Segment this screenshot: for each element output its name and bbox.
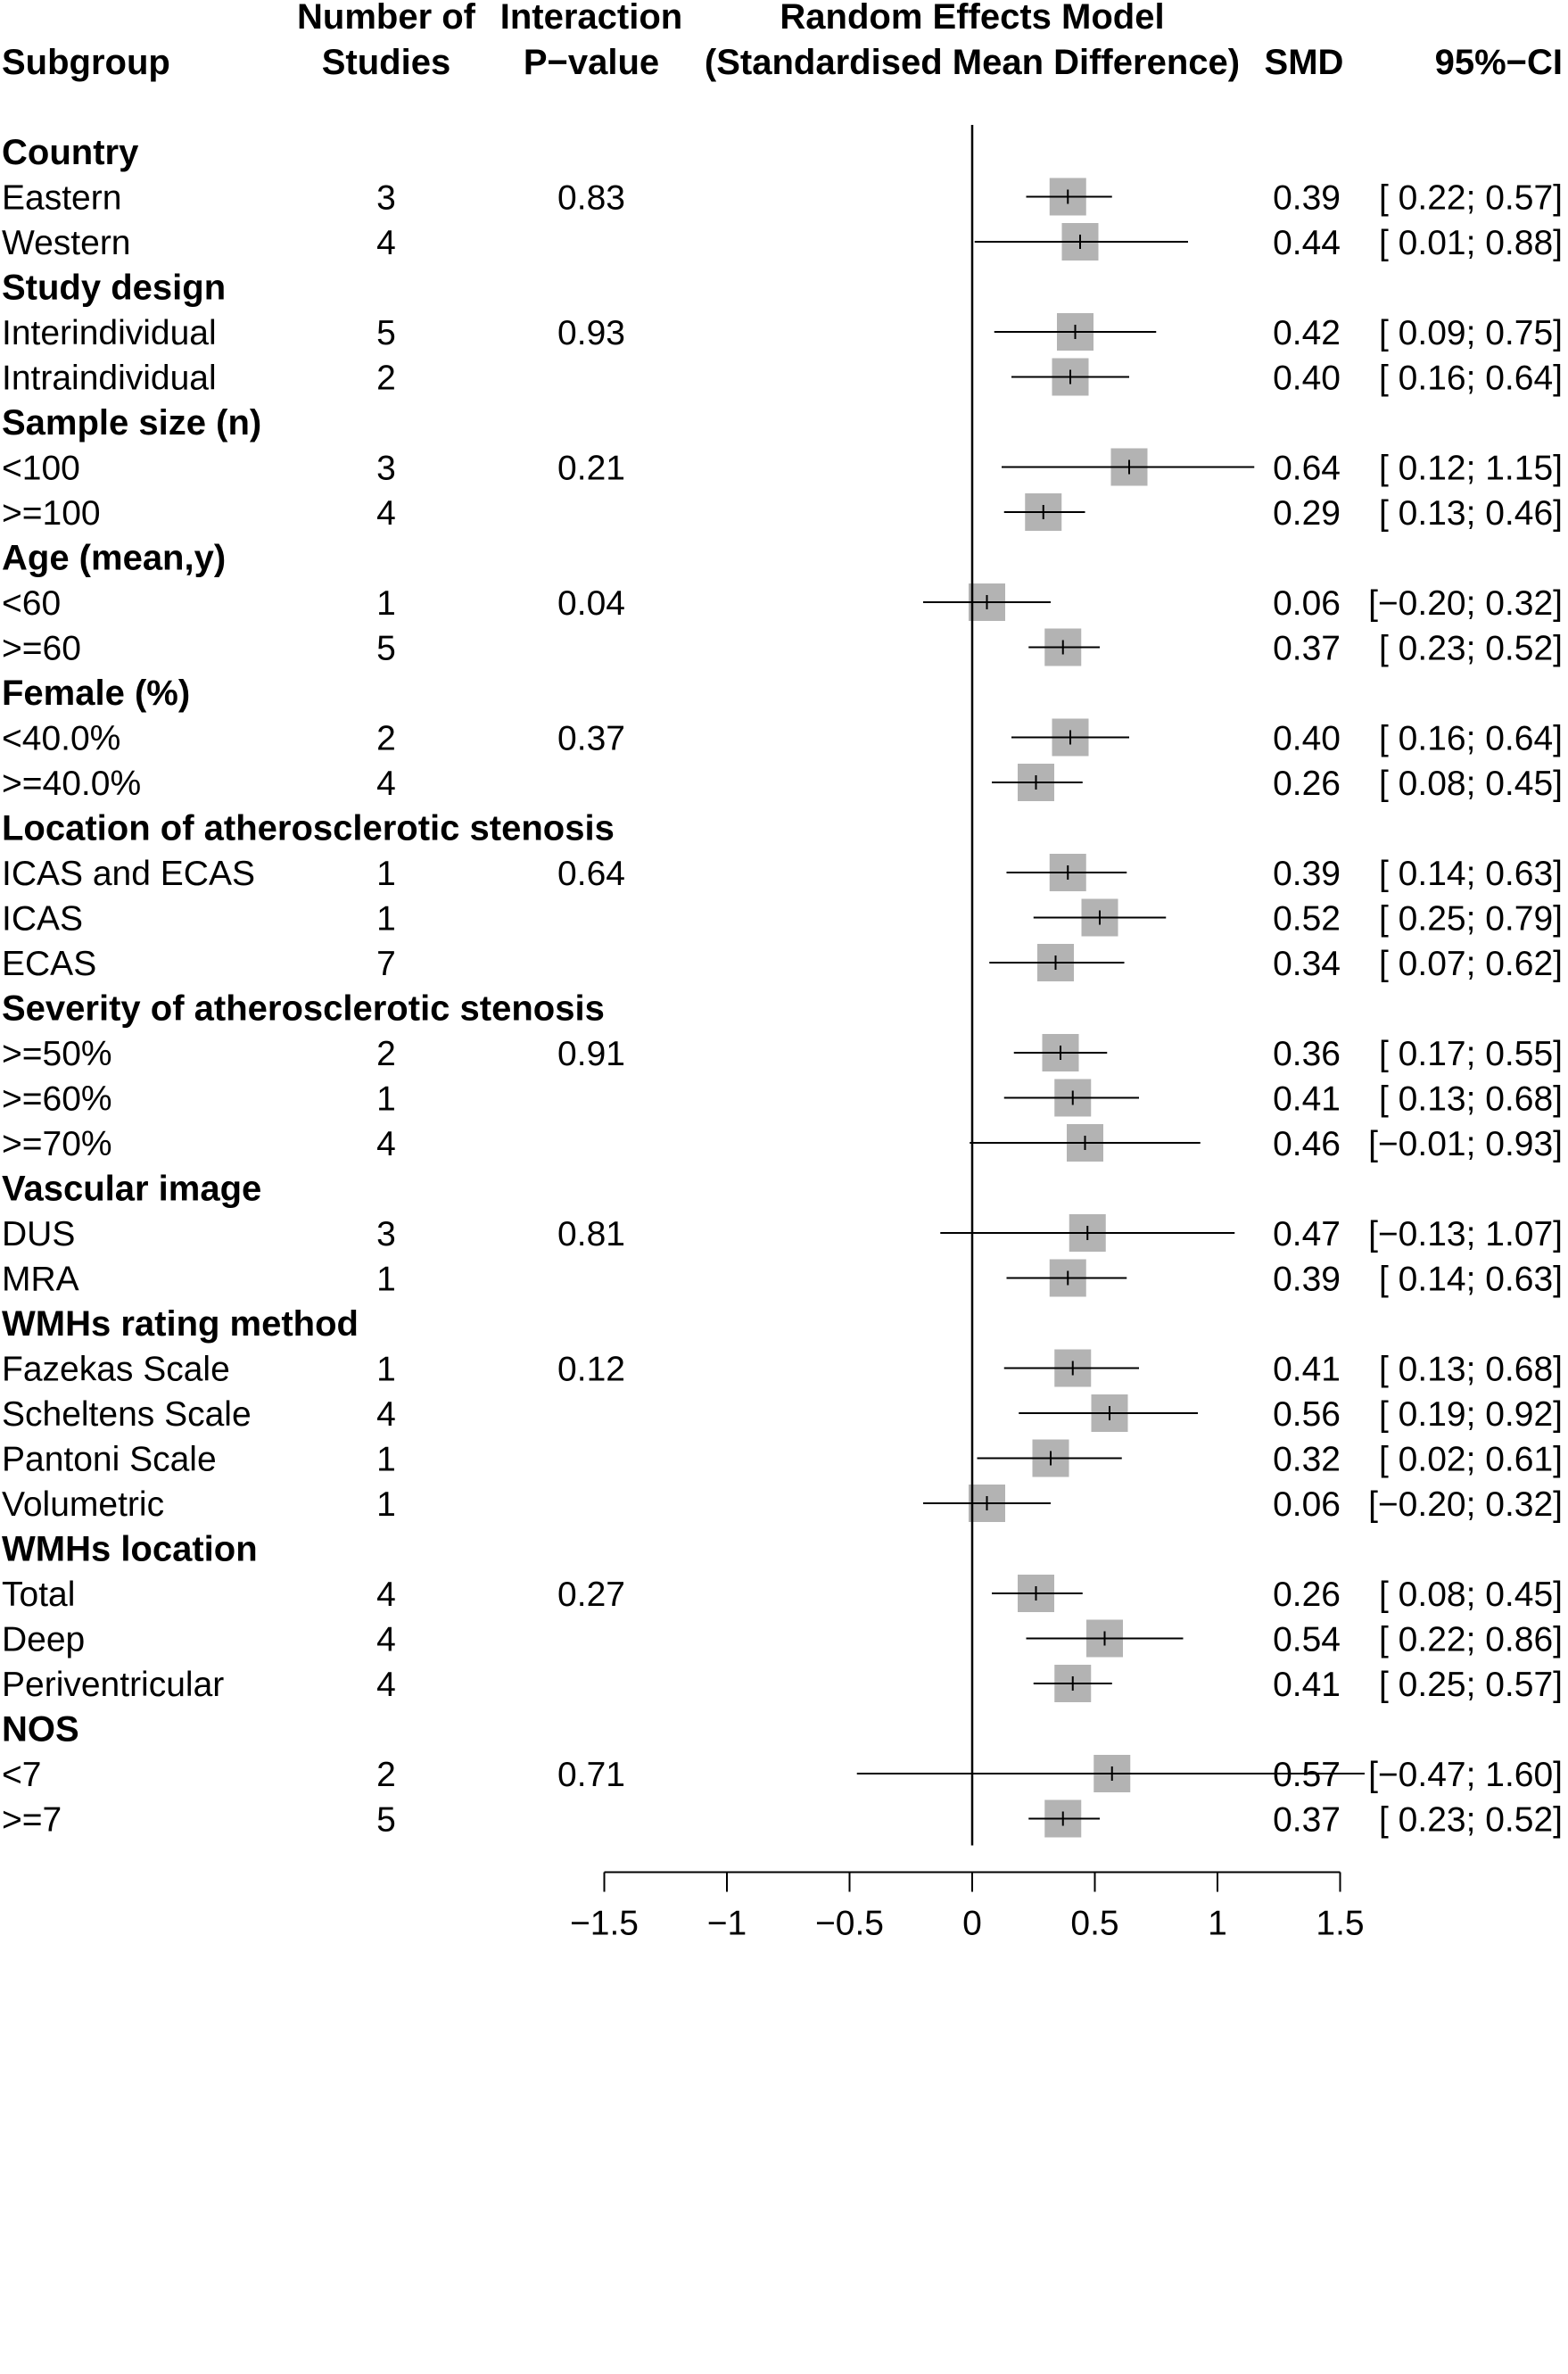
table-row [2, 314, 1563, 352]
row-pvalue: 0.64 [557, 855, 625, 893]
row-smd: 0.29 [1273, 494, 1341, 533]
row-smd: 0.57 [1273, 1756, 1341, 1794]
row-label: >=70% [2, 1125, 112, 1163]
header-ci: 95%−CI [1434, 43, 1563, 82]
row-pvalue: 0.83 [557, 178, 625, 218]
row-studies: 4 [376, 224, 396, 262]
row-studies: 4 [376, 1620, 396, 1659]
row-studies: 4 [376, 765, 396, 803]
header-subgroup: Subgroup [2, 43, 170, 82]
axis-tick-label: 1 [1208, 1904, 1227, 1943]
row-label: Interindividual [2, 314, 217, 352]
row-studies: 3 [376, 449, 396, 488]
row-label: DUS [2, 1215, 76, 1253]
header-pvalue-line1: Interaction [499, 0, 683, 37]
row-pvalue: 0.04 [557, 584, 625, 623]
group-heading: Vascular image [2, 1169, 262, 1209]
row-ci: [ 0.23; 0.52] [1379, 1800, 1563, 1840]
row-smd: 0.06 [1273, 584, 1341, 623]
row-smd: 0.34 [1273, 945, 1341, 983]
row-ci: [ 0.07; 0.62] [1379, 945, 1563, 983]
row-ci: [ 0.09; 0.75] [1379, 314, 1563, 352]
table-row [2, 900, 1563, 939]
row-pvalue: 0.93 [557, 314, 625, 352]
row-studies: 7 [376, 945, 396, 983]
row-ci: [ 0.02; 0.61] [1379, 1440, 1563, 1479]
row-label: >=7 [2, 1800, 62, 1840]
row-studies: 5 [376, 314, 396, 352]
row-label: MRA [2, 1260, 79, 1299]
table-row [2, 1080, 1563, 1119]
row-ci: [ 0.13; 0.46] [1379, 494, 1563, 533]
row-label: <100 [2, 449, 80, 488]
row-label: >=50% [2, 1035, 112, 1073]
row-label: Total [2, 1576, 76, 1614]
row-ci: [ 0.22; 0.86] [1379, 1620, 1563, 1659]
row-studies: 2 [376, 719, 396, 758]
table-row [2, 765, 1563, 803]
table-row [2, 1215, 1563, 1253]
row-studies: 2 [376, 1035, 396, 1073]
row-studies: 3 [376, 1215, 396, 1253]
row-smd: 0.26 [1273, 1576, 1341, 1614]
row-smd: 0.36 [1273, 1035, 1341, 1073]
row-ci: [−0.20; 0.32] [1368, 1485, 1563, 1524]
row-label: >=60% [2, 1079, 112, 1119]
row-pvalue: 0.91 [557, 1035, 625, 1073]
row-studies: 5 [376, 1800, 396, 1840]
header-studies-line2: Studies [321, 43, 451, 82]
row-label: <40.0% [2, 719, 121, 758]
row-smd: 0.39 [1273, 855, 1341, 893]
group-heading: Age (mean,y) [2, 538, 227, 578]
table-row [2, 179, 1563, 218]
row-ci: [ 0.17; 0.55] [1379, 1035, 1563, 1073]
row-ci: [ 0.08; 0.45] [1379, 765, 1563, 803]
row-pvalue: 0.81 [557, 1215, 625, 1253]
table-row [2, 1125, 1563, 1163]
row-ci: [ 0.25; 0.79] [1379, 899, 1563, 939]
row-smd: 0.54 [1273, 1620, 1341, 1659]
row-studies: 4 [376, 1666, 396, 1704]
row-ci: [−0.20; 0.32] [1368, 584, 1563, 623]
group-heading: WMHs location [2, 1529, 258, 1569]
row-pvalue: 0.12 [557, 1350, 625, 1389]
row-studies: 4 [376, 494, 396, 533]
table-row [2, 720, 1563, 758]
row-ci: [ 0.13; 0.68] [1379, 1079, 1563, 1119]
row-label: Volumetric [2, 1485, 165, 1524]
row-studies: 1 [376, 1260, 396, 1299]
row-smd: 0.56 [1273, 1395, 1341, 1434]
row-studies: 2 [376, 1756, 396, 1794]
axis-tick-label: 0 [962, 1904, 982, 1943]
row-smd: 0.42 [1273, 314, 1341, 352]
header-smd: SMD [1264, 43, 1344, 82]
row-studies: 1 [376, 1079, 396, 1119]
row-ci: [ 0.14; 0.63] [1379, 1260, 1563, 1299]
row-ci: [−0.47; 1.60] [1368, 1756, 1563, 1794]
row-ci: [ 0.16; 0.64] [1379, 719, 1563, 758]
table-row [2, 945, 1563, 983]
row-studies: 4 [376, 1576, 396, 1614]
row-studies: 1 [376, 1485, 396, 1524]
row-label: Western [2, 224, 131, 262]
row-ci: [ 0.01; 0.88] [1379, 224, 1563, 262]
row-ci: [ 0.08; 0.45] [1379, 1576, 1563, 1614]
header-pvalue-line2: P−value [523, 43, 660, 82]
row-smd: 0.37 [1273, 1800, 1341, 1840]
row-label: ECAS [2, 945, 97, 983]
table-row [2, 1395, 1563, 1434]
row-label: >=40.0% [2, 765, 142, 803]
table-row [2, 630, 1563, 668]
row-ci: [ 0.13; 0.68] [1379, 1350, 1563, 1389]
row-label: Periventricular [2, 1666, 225, 1704]
group-heading: Study design [2, 268, 227, 308]
group-heading: Female (%) [2, 674, 191, 713]
row-studies: 2 [376, 359, 396, 398]
table-row [2, 584, 1563, 623]
row-smd: 0.40 [1273, 719, 1341, 758]
group-heading: Severity of atherosclerotic stenosis [2, 988, 605, 1029]
table-row [2, 360, 1563, 398]
row-label: Deep [2, 1620, 86, 1659]
row-ci: [ 0.19; 0.92] [1379, 1395, 1563, 1434]
x-axis [570, 125, 1365, 1943]
row-label: <60 [2, 584, 62, 623]
table-row [2, 1756, 1563, 1794]
table-row [2, 494, 1563, 533]
row-smd: 0.26 [1273, 765, 1341, 803]
row-studies: 1 [376, 855, 396, 893]
group-heading: Sample size (n) [2, 403, 262, 443]
row-studies: 3 [376, 178, 396, 218]
table-row [2, 1351, 1563, 1389]
table-row [2, 1441, 1563, 1479]
row-smd: 0.37 [1273, 629, 1341, 668]
row-studies: 4 [376, 1125, 396, 1163]
row-ci: [−0.01; 0.93] [1368, 1125, 1563, 1163]
column-headers [2, 0, 1563, 82]
axis-tick-label: −0.5 [815, 1904, 884, 1943]
row-smd: 0.44 [1273, 224, 1341, 262]
row-studies: 1 [376, 899, 396, 939]
table-row [2, 855, 1563, 893]
table-rows [2, 133, 1563, 1840]
header-model-line2: (Standardised Mean Difference) [704, 43, 1241, 82]
row-smd: 0.39 [1273, 1260, 1341, 1299]
group-heading: WMHs rating method [2, 1304, 359, 1344]
table-row [2, 1801, 1563, 1840]
axis-tick-label: −1.5 [570, 1904, 639, 1943]
row-smd: 0.39 [1273, 178, 1341, 218]
axis-tick-label: 1.5 [1316, 1904, 1365, 1943]
row-smd: 0.41 [1273, 1666, 1341, 1704]
table-row [2, 224, 1563, 262]
row-ci: [ 0.12; 1.15] [1379, 449, 1563, 488]
row-label: Eastern [2, 178, 122, 218]
row-pvalue: 0.21 [557, 449, 625, 488]
row-ci: [ 0.14; 0.63] [1379, 855, 1563, 893]
table-row [2, 450, 1563, 488]
table-row [2, 1621, 1563, 1659]
row-studies: 1 [376, 584, 396, 623]
row-smd: 0.64 [1273, 449, 1341, 488]
row-pvalue: 0.37 [557, 719, 625, 758]
row-smd: 0.47 [1273, 1215, 1341, 1253]
row-label: Scheltens Scale [2, 1395, 252, 1434]
row-studies: 1 [376, 1350, 396, 1389]
row-ci: [ 0.25; 0.57] [1379, 1666, 1563, 1704]
table-row [2, 1261, 1563, 1299]
table-row [2, 1666, 1563, 1704]
row-studies: 5 [376, 629, 396, 668]
row-smd: 0.52 [1273, 899, 1341, 939]
row-label: ICAS [2, 899, 84, 939]
row-smd: 0.46 [1273, 1125, 1341, 1163]
row-label: <7 [2, 1756, 42, 1794]
row-label: Intraindividual [2, 359, 217, 398]
row-label: Fazekas Scale [2, 1350, 230, 1389]
table-row [2, 1035, 1563, 1073]
row-studies: 4 [376, 1395, 396, 1434]
group-heading: Location of atherosclerotic stenosis [2, 808, 615, 848]
row-smd: 0.06 [1273, 1485, 1341, 1524]
row-label: ICAS and ECAS [2, 855, 255, 893]
axis-tick-label: −1 [706, 1904, 747, 1943]
row-pvalue: 0.27 [557, 1576, 625, 1614]
row-ci: [ 0.22; 0.57] [1379, 178, 1563, 218]
header-studies-line1: Number of [297, 0, 475, 37]
row-ci: [ 0.23; 0.52] [1379, 629, 1563, 668]
row-label: >=60 [2, 629, 81, 668]
header-model-line1: Random Effects Model [780, 0, 1165, 37]
row-pvalue: 0.71 [557, 1756, 625, 1794]
row-smd: 0.40 [1273, 359, 1341, 398]
row-label: Pantoni Scale [2, 1440, 217, 1479]
table-row [2, 1485, 1563, 1524]
row-label: >=100 [2, 494, 101, 533]
row-smd: 0.41 [1273, 1350, 1341, 1389]
table-row [2, 1576, 1563, 1614]
row-smd: 0.32 [1273, 1440, 1341, 1479]
row-ci: [−0.13; 1.07] [1368, 1215, 1563, 1253]
row-smd: 0.41 [1273, 1079, 1341, 1119]
axis-tick-label: 0.5 [1070, 1904, 1119, 1943]
row-ci: [ 0.16; 0.64] [1379, 359, 1563, 398]
row-studies: 1 [376, 1440, 396, 1479]
group-heading: NOS [2, 1709, 79, 1749]
group-heading: Country [2, 133, 139, 172]
